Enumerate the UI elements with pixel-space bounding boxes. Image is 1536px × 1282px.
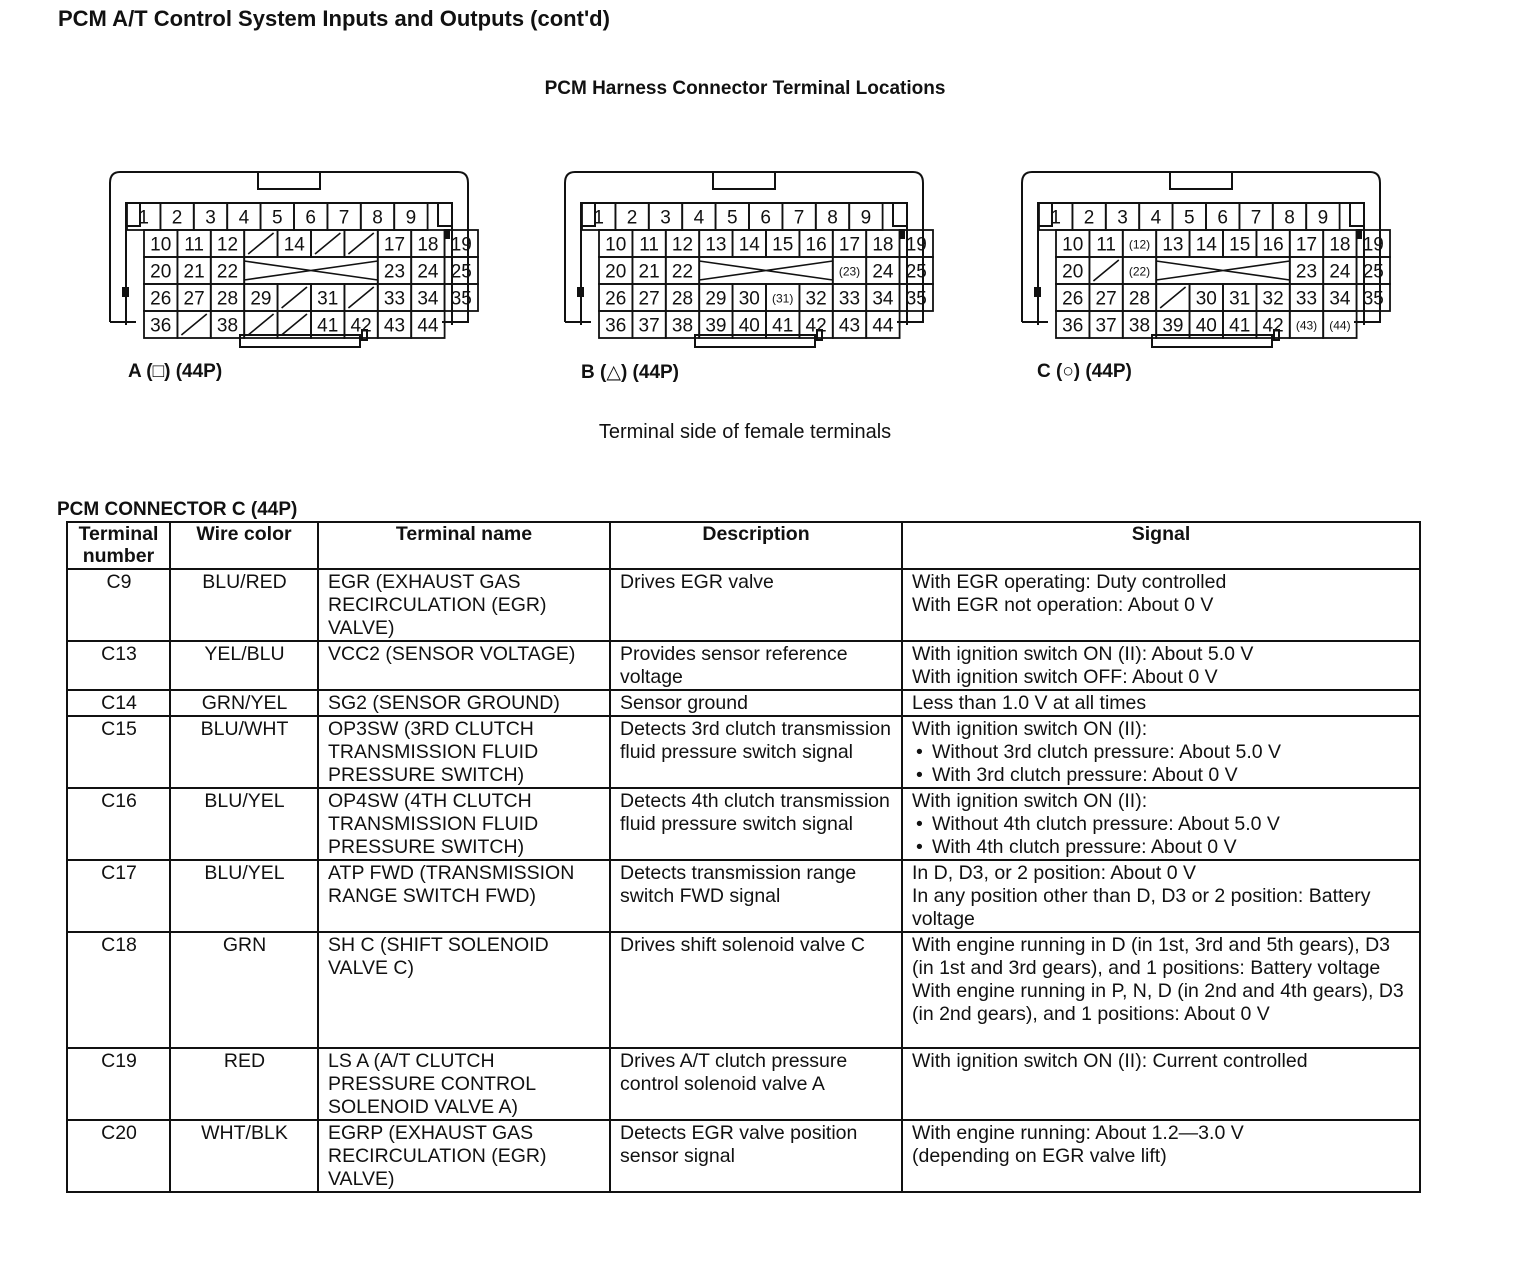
connector-b-label: B (△) (44P) <box>581 362 680 383</box>
terminal-number-label: 26 <box>150 288 172 310</box>
terminal-number-label: (44) <box>1329 318 1351 333</box>
terminal-number-label: 29 <box>705 288 727 310</box>
side-key <box>577 287 584 297</box>
signal-line: With engine running in P, N, D (in 2nd and 4th gears), D3 (in 2nd gears), and 1 positions: About 0 V <box>912 980 1404 1025</box>
terminal-name-cell: SH C (SHIFT SOLENOID VALVE C) <box>318 932 610 1048</box>
signal-bullet: • Without 3rd clutch pressure: About 5.0 V <box>912 741 1411 764</box>
terminal-number-label: 6 <box>1217 207 1228 229</box>
terminal-number-label: 14 <box>1195 234 1217 256</box>
terminal-number-label: 5 <box>272 207 283 229</box>
terminal-number-label: 40 <box>1195 315 1217 337</box>
header-signal: Signal <box>902 522 1420 569</box>
wire-color-cell: RED <box>170 1048 318 1120</box>
terminal-number-label: 17 <box>383 234 406 256</box>
terminal-number-label: 21 <box>183 261 205 283</box>
wire-color-cell: GRN/YEL <box>170 690 318 716</box>
blocked-cavity-x <box>699 261 833 280</box>
terminal-number-label: 9 <box>860 207 872 229</box>
terminal-number-label: 17 <box>1295 234 1318 256</box>
terminal-number-label: 19 <box>450 234 472 256</box>
locking-tab <box>713 172 775 189</box>
table-header-row <box>67 522 1420 569</box>
terminal-number-label: 2 <box>1083 207 1095 229</box>
locking-tab <box>1170 172 1232 189</box>
terminal-number-label: 24 <box>417 261 439 283</box>
terminal-number-label: 42 <box>1262 315 1284 337</box>
description-cell: Drives EGR valve <box>610 569 902 641</box>
terminal-number-label: 43 <box>838 315 861 337</box>
terminal-side-caption: Terminal side of female terminals <box>598 421 892 443</box>
terminal-number-label: 25 <box>450 261 472 283</box>
terminal-number-label: 10 <box>605 234 627 256</box>
signal-line: In any position other than D, D3 or 2 position: Battery voltage <box>912 885 1371 930</box>
table-row <box>67 641 1420 690</box>
terminal-number-label: 12 <box>216 234 239 256</box>
signal-line: With ignition switch ON (II): <box>912 790 1148 812</box>
side-key <box>1034 287 1041 297</box>
table-row <box>67 690 1420 716</box>
terminal-number-label: 5 <box>727 207 738 229</box>
table-row <box>67 788 1420 860</box>
terminal-number-label: 13 <box>705 234 727 256</box>
terminal-number-label: 23 <box>1295 261 1318 283</box>
signal-bullet: • With 4th clutch pressure: About 0 V <box>912 836 1411 859</box>
terminal-number-label: 31 <box>317 288 339 310</box>
empty-cavity-slash <box>248 233 273 254</box>
terminal-number-label: 30 <box>1195 288 1217 310</box>
wire-color-cell: WHT/BLK <box>170 1120 318 1192</box>
terminal-number-label: 1 <box>138 207 149 229</box>
terminal-number-label: 24 <box>1329 261 1351 283</box>
terminal-number-label: 15 <box>1229 234 1251 256</box>
terminal-number-label: 42 <box>805 315 827 337</box>
signal-cell <box>902 788 1420 860</box>
empty-cavity-slash <box>248 314 273 335</box>
terminal-number-label: 39 <box>1162 315 1184 337</box>
terminal-name-cell: OP4SW (4TH CLUTCH TRANSMISSION FLUID PRESSURE SWITCH) <box>318 788 610 860</box>
terminal-number-label: 12 <box>671 234 694 256</box>
terminal-name-cell: LS A (A/T CLUTCH PRESSURE CONTROL SOLENOID VALVE A) <box>318 1048 610 1120</box>
terminal-number-label: 21 <box>638 261 660 283</box>
terminal-number-label: 8 <box>827 207 838 229</box>
terminal-number-label: 37 <box>1095 315 1117 337</box>
empty-cavity-slash <box>282 314 307 335</box>
terminal-number-label: 29 <box>250 288 272 310</box>
connector-a-diagram <box>100 165 480 355</box>
terminal-number-label: 20 <box>1062 261 1084 283</box>
description-cell: Detects 3rd clutch transmission fluid pressure switch signal <box>610 716 902 788</box>
section-title: PCM Harness Connector Terminal Locations <box>544 78 946 99</box>
signal-line: With EGR not operation: About 0 V <box>912 594 1214 616</box>
description-cell: Detects transmission range switch FWD signal <box>610 860 902 932</box>
locking-tab <box>258 172 320 189</box>
terminal-number-label: 9 <box>405 207 417 229</box>
connector-b <box>555 165 935 355</box>
terminal-number-label: 35 <box>1362 288 1384 310</box>
terminal-number-label: 38 <box>216 315 239 337</box>
header-description: Description <box>610 522 902 569</box>
terminal-number-label: 3 <box>660 207 671 229</box>
bottom-latch <box>1152 335 1272 347</box>
terminal-number-label: 18 <box>1329 234 1351 256</box>
terminal-number-label: 27 <box>638 288 660 310</box>
terminal-number-label: 3 <box>205 207 216 229</box>
signal-cell <box>902 860 1420 932</box>
terminal-number-label: 2 <box>171 207 183 229</box>
wire-color-cell: BLU/RED <box>170 569 318 641</box>
connector-a <box>100 165 480 355</box>
blocked-cavity-x <box>1156 261 1290 280</box>
wire-color-cell: BLU/YEL <box>170 860 318 932</box>
terminal-number-label: 34 <box>872 288 894 310</box>
table-row <box>67 932 1420 1048</box>
empty-cavity-slash <box>348 233 373 254</box>
terminal-number-cell: C13 <box>67 641 170 690</box>
signal-line: (depending on EGR valve lift) <box>912 1145 1167 1167</box>
terminal-number-cell: C14 <box>67 690 170 716</box>
bottom-latch <box>240 335 360 347</box>
terminal-name-cell: VCC2 (SENSOR VOLTAGE) <box>318 641 610 690</box>
signal-line: With ignition switch ON (II): About 5.0 V <box>912 643 1254 665</box>
empty-cavity-slash <box>282 287 307 308</box>
wire-color-cell: BLU/WHT <box>170 716 318 788</box>
connector-c <box>1012 165 1392 355</box>
terminal-number-label: 2 <box>626 207 638 229</box>
terminal-number-label: 14 <box>738 234 760 256</box>
terminal-name-cell: OP3SW (3RD CLUTCH TRANSMISSION FLUID PRESSURE SWITCH) <box>318 716 610 788</box>
wire-color-cell: BLU/YEL <box>170 788 318 860</box>
terminal-number-label: (43) <box>1295 318 1318 333</box>
terminal-name-cell: ATP FWD (TRANSMISSION RANGE SWITCH FWD) <box>318 860 610 932</box>
table-row <box>67 1048 1420 1120</box>
terminal-number-label: 28 <box>1128 288 1151 310</box>
terminal-number-cell: C20 <box>67 1120 170 1192</box>
terminal-number-label: 8 <box>1284 207 1295 229</box>
terminal-number-label: 30 <box>738 288 760 310</box>
terminal-number-label: 36 <box>605 315 627 337</box>
terminal-number-label: 27 <box>1095 288 1117 310</box>
table-row <box>67 569 1420 641</box>
terminal-number-label: 43 <box>383 315 406 337</box>
terminal-number-label: 15 <box>772 234 794 256</box>
signal-cell <box>902 690 1420 716</box>
signal-line: In D, D3, or 2 position: About 0 V <box>912 862 1196 884</box>
terminal-number-label: 44 <box>872 315 894 337</box>
signal-cell <box>902 932 1420 1048</box>
terminal-number-label: 38 <box>671 315 694 337</box>
terminal-number-label: 8 <box>372 207 383 229</box>
terminal-number-label: 34 <box>1329 288 1351 310</box>
terminal-number-label: (12) <box>1128 237 1151 252</box>
terminal-number-label: 18 <box>417 234 439 256</box>
terminal-number-cell: C18 <box>67 932 170 1048</box>
table-body <box>67 569 1420 1192</box>
description-cell: Detects 4th clutch transmission fluid pressure switch signal <box>610 788 902 860</box>
empty-cavity-slash <box>1160 287 1185 308</box>
description-cell: Detects EGR valve position sensor signal <box>610 1120 902 1192</box>
empty-cavity-slash <box>315 233 340 254</box>
terminal-number-label: 3 <box>1117 207 1128 229</box>
terminal-number-label: 7 <box>1250 207 1262 229</box>
signal-cell <box>902 1120 1420 1192</box>
empty-cavity-slash <box>181 314 206 335</box>
terminal-number-label: 7 <box>338 207 350 229</box>
terminal-number-cell: C9 <box>67 569 170 641</box>
terminal-number-label: 22 <box>671 261 694 283</box>
terminal-number-label: 33 <box>1295 288 1318 310</box>
terminal-number-label: 25 <box>1362 261 1384 283</box>
signal-line: With EGR operating: Duty controlled <box>912 571 1227 593</box>
header-terminal-name: Terminal name <box>318 522 610 569</box>
terminal-number-label: 7 <box>793 207 805 229</box>
terminal-number-label: 19 <box>1362 234 1384 256</box>
terminal-number-label: 10 <box>1062 234 1084 256</box>
terminal-number-label: 32 <box>1262 288 1284 310</box>
signal-line: With engine running in D (in 1st, 3rd and 5th gears), D3 (in 1st and 3rd gears), and 1 positions: Battery voltage <box>912 934 1391 979</box>
terminal-number-label: 40 <box>738 315 760 337</box>
terminal-number-label: 6 <box>305 207 316 229</box>
terminal-name-cell: EGRP (EXHAUST GAS RECIRCULATION (EGR) VALVE) <box>318 1120 610 1192</box>
terminal-number-label: 23 <box>383 261 406 283</box>
page-title: PCM A/T Control System Inputs and Outputs (cont'd) <box>58 6 610 31</box>
signal-line: With ignition switch ON (II): Current controlled <box>912 1050 1308 1072</box>
terminal-number-label: 17 <box>838 234 861 256</box>
terminal-number-label: 41 <box>1229 315 1251 337</box>
description-cell: Provides sensor reference voltage <box>610 641 902 690</box>
terminal-number-label: 44 <box>417 315 439 337</box>
signal-bullet: • Without 4th clutch pressure: About 5.0 V <box>912 813 1411 836</box>
signal-cell <box>902 716 1420 788</box>
terminal-number-label: 32 <box>805 288 827 310</box>
terminal-number-label: 18 <box>872 234 894 256</box>
description-cell: Drives shift solenoid valve C <box>610 932 902 1048</box>
terminal-number-label: 13 <box>1162 234 1184 256</box>
terminal-name-cell: EGR (EXHAUST GAS RECIRCULATION (EGR) VALVE) <box>318 569 610 641</box>
terminal-number-label: 27 <box>183 288 205 310</box>
terminal-number-label: 4 <box>238 207 250 229</box>
terminal-number-label: 10 <box>150 234 172 256</box>
terminal-number-label: 41 <box>317 315 339 337</box>
terminal-number-label: 22 <box>216 261 239 283</box>
signal-cell <box>902 569 1420 641</box>
terminal-number-label: 35 <box>905 288 927 310</box>
terminal-number-label: 5 <box>1184 207 1195 229</box>
signal-line: With ignition switch OFF: About 0 V <box>912 666 1218 688</box>
terminal-number-label: 34 <box>417 288 439 310</box>
wire-color-cell: GRN <box>170 932 318 1048</box>
terminal-name-cell: SG2 (SENSOR GROUND) <box>318 690 610 716</box>
pin-table <box>66 521 1421 1193</box>
terminal-number-label: 11 <box>639 234 659 256</box>
terminal-number-label: 26 <box>605 288 627 310</box>
signal-cell <box>902 1048 1420 1120</box>
terminal-number-label: 38 <box>1128 315 1151 337</box>
terminal-number-label: 26 <box>1062 288 1084 310</box>
terminal-number-cell: C16 <box>67 788 170 860</box>
terminal-number-label: 35 <box>450 288 472 310</box>
wire-color-cell: YEL/BLU <box>170 641 318 690</box>
terminal-number-label: 41 <box>772 315 794 337</box>
terminal-number-label: 25 <box>905 261 927 283</box>
terminal-number-label: 36 <box>1062 315 1084 337</box>
terminal-number-label: 1 <box>593 207 604 229</box>
terminal-number-label: 42 <box>350 315 372 337</box>
table-row <box>67 1120 1420 1192</box>
signal-cell <box>902 641 1420 690</box>
terminal-number-label: 20 <box>150 261 172 283</box>
table-title: PCM CONNECTOR C (44P) <box>57 499 298 520</box>
table-row <box>67 716 1420 788</box>
terminal-number-label: 19 <box>905 234 927 256</box>
terminal-number-label: 11 <box>1096 234 1116 256</box>
terminal-number-label: (31) <box>772 291 794 306</box>
connector-b-diagram <box>555 165 935 355</box>
terminal-number-label: 24 <box>872 261 894 283</box>
terminal-number-cell: C19 <box>67 1048 170 1120</box>
terminal-number-label: 4 <box>1150 207 1162 229</box>
terminal-number-label: 28 <box>671 288 694 310</box>
terminal-number-label: (22) <box>1128 264 1151 279</box>
signal-bullet: • With 3rd clutch pressure: About 0 V <box>912 764 1411 787</box>
terminal-number-label: 16 <box>805 234 827 256</box>
terminal-number-label: 39 <box>705 315 727 337</box>
blocked-cavity-x <box>244 261 378 280</box>
terminal-number-label: 28 <box>216 288 239 310</box>
signal-line: With ignition switch ON (II): <box>912 718 1148 740</box>
table-row <box>67 860 1420 932</box>
terminal-number-label: 37 <box>638 315 660 337</box>
terminal-number-cell: C17 <box>67 860 170 932</box>
terminal-number-label: 9 <box>1317 207 1329 229</box>
terminal-number-label: 36 <box>150 315 172 337</box>
description-cell: Drives A/T clutch pressure control solenoid valve A <box>610 1048 902 1120</box>
bottom-latch <box>695 335 815 347</box>
terminal-number-label: 4 <box>693 207 705 229</box>
terminal-number-label: 31 <box>1229 288 1251 310</box>
header-wire-color: Wire color <box>170 522 318 569</box>
side-key <box>122 287 129 297</box>
terminal-number-label: 6 <box>760 207 771 229</box>
description-cell: Sensor ground <box>610 690 902 716</box>
connector-a-label: A (□) (44P) <box>128 361 223 382</box>
terminal-number-label: 33 <box>383 288 406 310</box>
terminal-number-label: 16 <box>1262 234 1284 256</box>
signal-line: Less than 1.0 V at all times <box>912 692 1147 714</box>
connector-c-label: C (○) (44P) <box>1037 361 1132 382</box>
terminal-number-cell: C15 <box>67 716 170 788</box>
terminal-number-label: (23) <box>838 264 861 279</box>
terminal-number-label: 14 <box>283 234 305 256</box>
header-terminal-number: Terminal number <box>67 522 170 569</box>
terminal-number-label: 33 <box>838 288 861 310</box>
signal-line: With engine running: About 1.2—3.0 V <box>912 1122 1244 1144</box>
terminal-number-label: 1 <box>1050 207 1061 229</box>
empty-cavity-slash <box>1093 260 1118 281</box>
terminal-number-label: 11 <box>184 234 204 256</box>
empty-cavity-slash <box>348 287 373 308</box>
connector-c-diagram <box>1012 165 1392 355</box>
terminal-number-label: 20 <box>605 261 627 283</box>
